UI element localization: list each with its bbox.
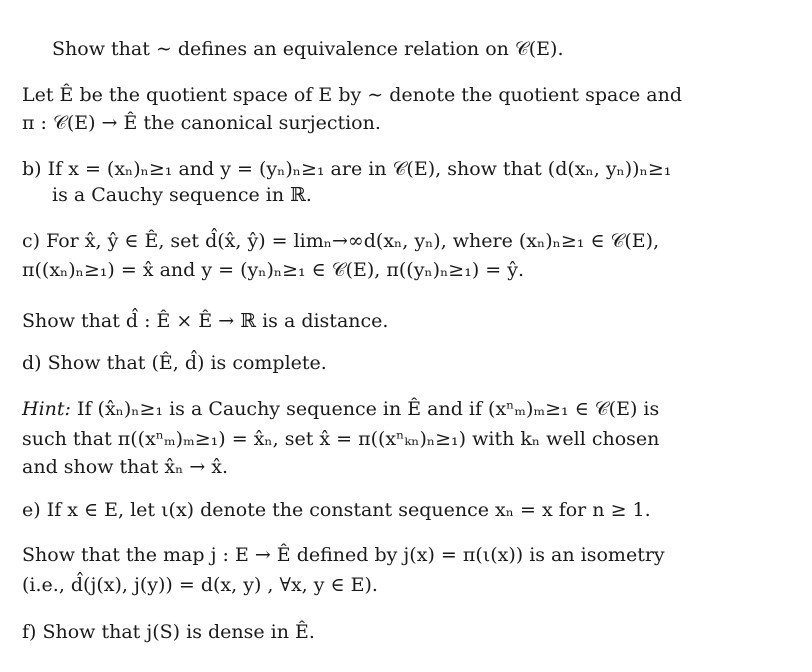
hint-line-3: and show that x̂ₙ → x̂. (22, 456, 229, 478)
c-line-1: c) For x̂, ŷ ∈ Ê, set d̂(x̂, ŷ) = limₙ→∞d(xₙ, yₙ), where (xₙ)ₙ≥₁ ∈ 𝒞(E), (22, 230, 660, 252)
c-line-2: π((xₙ)ₙ≥₁) = x̂ and y = (yₙ)ₙ≥₁ ∈ 𝒞(E), π((yₙ)ₙ≥₁) = ŷ. (22, 259, 525, 281)
d-statement: d) Show that (Ê, d̂) is complete. (22, 352, 327, 374)
quotient-line-2: π : 𝒞(E) → Ê the canonical surjection. (22, 112, 381, 134)
hint-line-2: such that π((xⁿₘ)ₘ≥₁) = x̂ₙ, set x̂ = π((xⁿₖₙ)ₙ≥₁) with kₙ well chosen (22, 428, 660, 450)
hint-label: Hint: (22, 398, 71, 420)
c-distance: Show that d̂ : Ê × Ê → ℝ is a distance. (22, 310, 389, 332)
hint-line-1 (22, 397, 659, 421)
hint-text: If (x̂ₙ)ₙ≥₁ is a Cauchy sequence in Ê and if (xⁿₘ)ₘ≥₁ ∈ 𝒞(E) is (70, 398, 660, 420)
b-line-1: b) If x = (xₙ)ₙ≥₁ and y = (yₙ)ₙ≥₁ are in 𝒞(E), show that (d(xₙ, yₙ))ₙ≥₁ (22, 158, 672, 180)
f-statement: f) Show that j(S) is dense in Ê. (22, 621, 315, 643)
e-statement: e) If x ∈ E, let ι(x) denote the constant sequence xₙ = x for n ≥ 1. (22, 499, 651, 521)
quotient-line-1: Let Ê be the quotient space of E by ∼ denote the quotient space and (22, 84, 682, 106)
a-statement: Show that ∼ defines an equivalence relation on 𝒞(E). (52, 38, 564, 60)
e-line-1: Show that the map j : E → Ê defined by j(x) = π(ι(x)) is an isometry (22, 544, 665, 566)
b-line-2: is a Cauchy sequence in ℝ. (52, 184, 312, 206)
e-line-2: (i.e., d̂(j(x), j(y)) = d(x, y) , ∀x, y ∈ E). (22, 574, 378, 596)
